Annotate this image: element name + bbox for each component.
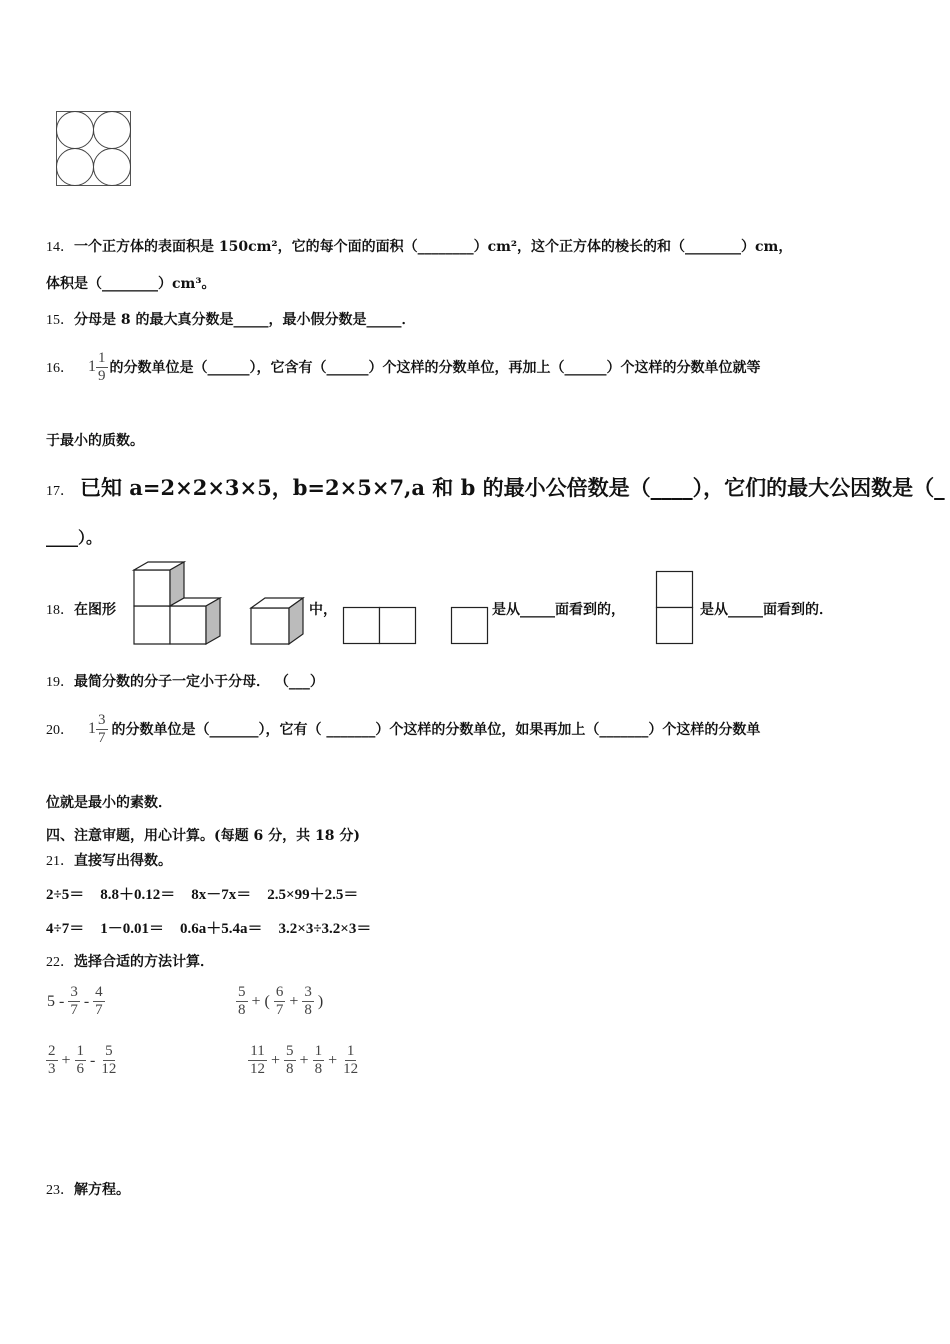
question-15	[46, 309, 416, 329]
question-text: 的分数单位是（_______），它有（ _______）个这样的分数单位，如果再加上（_______）个这样的分数单	[111, 722, 761, 738]
four-circles-figure	[56, 111, 132, 187]
question-14	[46, 236, 792, 256]
paren: )	[317, 992, 324, 1010]
single-cube-figure	[251, 596, 307, 646]
operator: +	[299, 1051, 309, 1069]
question-text: 的分数单位是（______），它含有（______）个这样的分数单位，再加上（______）个这样的分数单位就等	[109, 360, 761, 376]
fraction: $\frac{1}{8}$	[314, 1043, 323, 1077]
expression-3	[46, 1043, 118, 1078]
question-18-text2: 是从_____面看到的．	[700, 602, 833, 618]
question-20-line2: 位就是最小的素数．	[46, 795, 172, 811]
operator: +	[289, 992, 299, 1010]
mixed-number	[88, 350, 108, 385]
number: 5	[47, 992, 55, 1010]
calc-row-1	[46, 883, 358, 904]
fraction: $\frac{3}{8}$	[304, 984, 312, 1018]
question-17	[46, 472, 945, 502]
question-16-line2: 于最小的质数。	[46, 433, 144, 449]
fraction: $\frac{11}{12}$	[250, 1043, 265, 1077]
question-text: 分母是 8 的最大真分数是_____，最小假分数是_____．	[74, 312, 416, 328]
question-17-line2: ____）。	[46, 528, 103, 547]
three-cube-figure	[134, 562, 224, 646]
mixed-number	[88, 712, 108, 747]
question-19	[46, 671, 324, 691]
question-number: 18．	[46, 603, 74, 618]
operator: +	[61, 1051, 71, 1069]
operator: +	[328, 1051, 338, 1069]
expression-4	[248, 1043, 360, 1078]
section-heading: 四、注意审题，用心计算。(每题 6 分，共 18 分)	[46, 828, 360, 844]
question-16	[46, 342, 761, 392]
whole-part: 1	[88, 720, 96, 737]
fraction: $\frac{5}{8}$	[286, 1043, 294, 1077]
question-20	[46, 704, 760, 754]
side-view-figure	[656, 571, 694, 645]
question-number: 23．	[46, 1183, 74, 1198]
calc-item: 8.8＋0.12＝	[100, 887, 176, 903]
fraction: $\frac{1}{12}$	[343, 1043, 359, 1077]
fraction: $\frac{1}{9}$	[98, 349, 106, 384]
paren: (	[264, 992, 270, 1010]
calc-item: 2÷5＝	[46, 887, 85, 903]
fraction: $\frac{5}{12}$	[101, 1043, 117, 1077]
question-title: 直接写出得数。	[74, 853, 172, 869]
question-number: 17．	[46, 484, 74, 499]
operator: +	[251, 992, 261, 1010]
question-18-prefix	[46, 599, 116, 619]
fraction: $\frac{1}{6}$	[76, 1043, 85, 1077]
question-number: 14．	[46, 240, 74, 255]
fraction: $\frac{4}{7}$	[95, 984, 103, 1018]
question-text: 一个正方体的表面积是 150cm²，它的每个面的面积（________）cm²，这个正方体的棱长的和（________）cm，	[74, 239, 793, 255]
question-number: 16．	[46, 361, 74, 376]
question-23	[46, 1179, 130, 1199]
calc-row-2	[46, 917, 371, 938]
calc-item: 0.6a＋5.4a＝	[180, 921, 263, 937]
question-18-text1: 是从_____面看到的，	[492, 602, 625, 618]
operator: +	[271, 1051, 281, 1069]
fraction: $\frac{3}{7}$	[70, 984, 78, 1018]
calc-item: 4÷7＝	[46, 921, 85, 937]
question-text: 在图形	[74, 602, 116, 618]
fraction: $\frac{6}{7}$	[275, 984, 284, 1018]
whole-part: 1	[88, 358, 96, 375]
question-number: 22．	[46, 955, 74, 970]
question-text: 已知 a=2×2×3×5，b=2×5×7,a 和 b 的最小公倍数是（____），它们的最大公因数是（_	[80, 475, 945, 500]
operator: -	[59, 992, 65, 1010]
operator: -	[83, 992, 90, 1010]
front-view-figure	[343, 607, 417, 645]
question-number: 20．	[46, 723, 74, 738]
question-number: 19．	[46, 675, 74, 690]
question-22	[46, 951, 214, 971]
operator: -	[90, 1051, 96, 1069]
question-title: 解方程。	[74, 1182, 130, 1198]
question-number: 21．	[46, 854, 74, 869]
question-number: 15．	[46, 313, 74, 328]
expression-1	[47, 984, 105, 1019]
calc-item: 3.2×3÷3.2×3＝	[278, 921, 372, 937]
question-text: 最简分数的分子一定小于分母． （___）	[74, 674, 324, 690]
question-18-mid: 中，	[309, 602, 337, 618]
question-14-line2: 体积是（________）cm³。	[46, 276, 216, 292]
single-square-view	[451, 607, 489, 645]
fraction: $\frac{3}{7}$	[98, 711, 106, 746]
expression-2	[236, 984, 323, 1019]
fraction: $\frac{5}{8}$	[238, 984, 246, 1018]
fraction: $\frac{2}{3}$	[48, 1043, 56, 1077]
calc-item: 1－0.01＝	[100, 921, 164, 937]
question-title: 选择合适的方法计算．	[74, 954, 214, 970]
question-21	[46, 850, 172, 870]
calc-item: 2.5×99＋2.5＝	[267, 887, 359, 903]
calc-item: 8x－7x＝	[191, 887, 252, 903]
